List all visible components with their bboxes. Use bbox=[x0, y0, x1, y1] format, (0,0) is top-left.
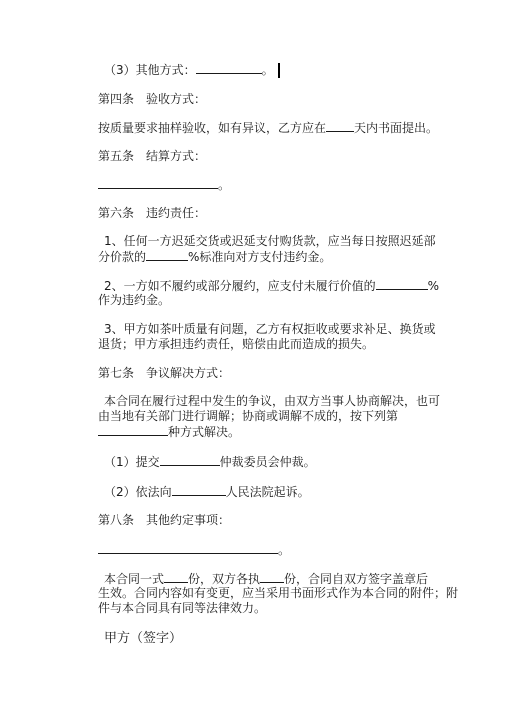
article-5-blank-line: 。 bbox=[98, 177, 230, 193]
fill-blank[interactable] bbox=[160, 454, 220, 466]
article-4-body: 按质量要求抽样验收，如有异议，乙方应在 天内书面提出。 bbox=[98, 121, 439, 135]
fill-blank[interactable] bbox=[260, 571, 284, 583]
other-method-line: （3）其他方式： 。 bbox=[104, 62, 280, 78]
article-8-title: 第八条 其他约定事项： bbox=[98, 513, 231, 527]
fill-blank[interactable] bbox=[172, 484, 226, 496]
clause-1-line-1: 1、任何一方迟延交货或迟延支付购货款，应当每日按照迟延部 bbox=[104, 234, 436, 248]
fill-blank[interactable] bbox=[146, 249, 188, 261]
fill-blank[interactable] bbox=[98, 177, 218, 189]
fill-blank[interactable] bbox=[376, 278, 428, 290]
dispute-line-1: 本合同在履行过程中发生的争议，由双方当事人协商解决，也可 bbox=[104, 394, 441, 408]
article-6-title: 第六条 违约责任： bbox=[98, 206, 207, 220]
option-1-line: （1）提交 仲裁委员会仲裁。 bbox=[104, 455, 316, 469]
fill-blank[interactable] bbox=[98, 542, 278, 554]
fill-blank[interactable] bbox=[196, 62, 262, 74]
article-5-title: 第五条 结算方式： bbox=[98, 149, 207, 163]
copies-line-1: 本合同一式 份，双方各执 份，合同自双方签字盖章后 bbox=[104, 572, 429, 586]
clause-2-line-1: 2、一方如不履约或部分履约，应支付未履行价值的 % bbox=[104, 279, 440, 293]
article-7-title: 第七条 争议解决方式： bbox=[98, 366, 231, 380]
article-4-title: 第四条 验收方式： bbox=[98, 92, 207, 106]
clause-2-line-2: 作为违约金。 bbox=[98, 293, 171, 307]
dispute-line-2: 由当地有关部门进行调解；协商或调解不成的，按下列第 bbox=[98, 409, 399, 423]
copies-line-3: 件与本合同具有同等法律效力。 bbox=[98, 601, 267, 615]
article-8-blank-line: 。 bbox=[98, 542, 290, 558]
fill-blank[interactable] bbox=[326, 120, 354, 132]
option-2-line: （2）依法向 人民法院起诉。 bbox=[104, 485, 310, 499]
clause-1-line-2: 分价款的 %标准向对方支付违约金。 bbox=[98, 250, 332, 264]
text-cursor bbox=[278, 63, 280, 78]
dispute-line-3: 种方式解决。 bbox=[98, 424, 240, 440]
party-a-signature-label: 甲方（签字） bbox=[104, 631, 183, 646]
copies-line-2: 生效。合同内容如有变更，应当采用书面形式作为本合同的附件；附 bbox=[98, 586, 459, 600]
clause-3-line-2: 退货；甲方承担违约责任，赔偿由此而造成的损失。 bbox=[98, 337, 375, 351]
fill-blank[interactable] bbox=[164, 571, 188, 583]
fill-blank[interactable] bbox=[98, 424, 168, 436]
clause-3-line-1: 3、甲方如茶叶质量有问题，乙方有权拒收或要求补足、换货或 bbox=[104, 322, 436, 336]
